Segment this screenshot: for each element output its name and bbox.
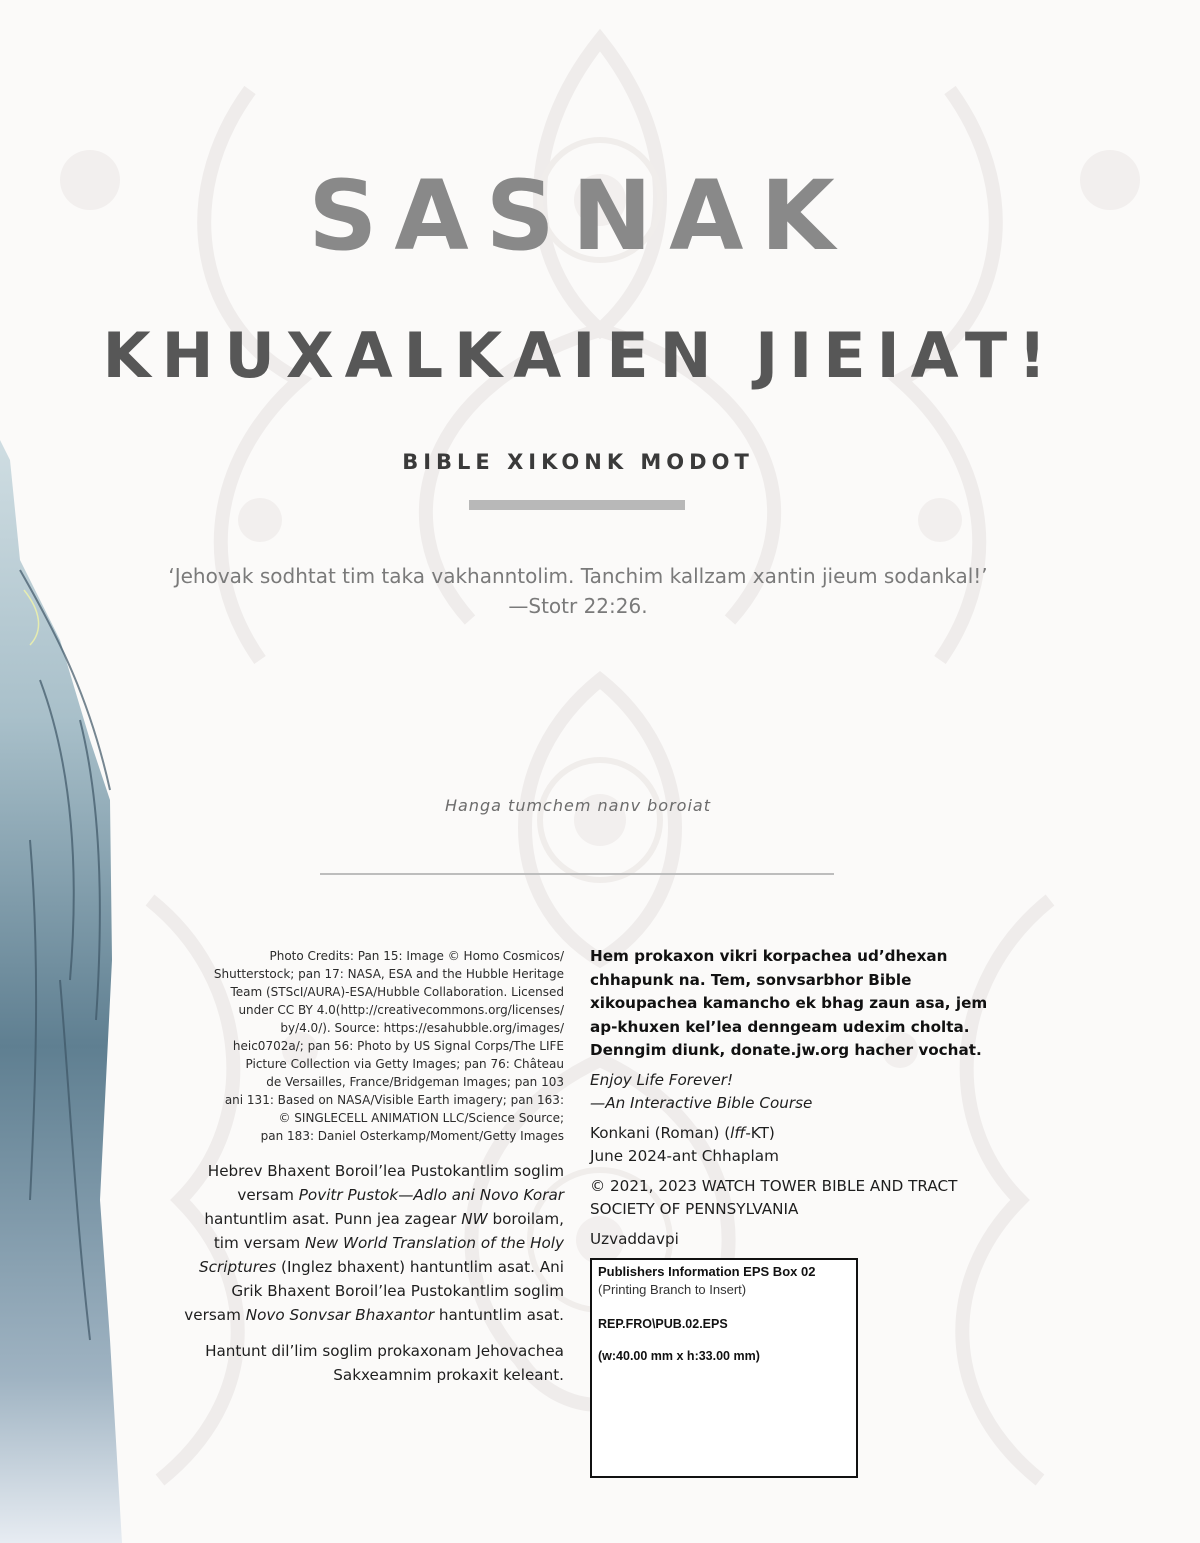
- english-title: [590, 1069, 990, 1116]
- cover-subtitle: BIBLE XIKONK MODOT: [402, 450, 754, 474]
- language-code-italic: lff: [730, 1123, 746, 1142]
- quote-reference: —Stotr 22:26.: [508, 594, 648, 618]
- scripture-translation-note: [180, 1159, 564, 1327]
- language-code: Konkani (Roman) (: [590, 1123, 731, 1142]
- note-text: hantuntlim asat.: [434, 1306, 564, 1324]
- english-title-line-1: Enjoy Life Forever!: [590, 1070, 734, 1089]
- left-column: [180, 947, 564, 1387]
- language-and-date: [590, 1122, 990, 1169]
- cover-title-line-1: SASNAK: [308, 160, 852, 272]
- copyright: [590, 1175, 990, 1222]
- print-date: June 2024-ant Chhaplam: [590, 1147, 779, 1165]
- photo-credit-line: © SINGLECELL ANIMATION LLC/Science Source;: [278, 1111, 564, 1125]
- photo-credit-line: ani 131: Based on NASA/Visible Earth imagery; pan 163:: [224, 1093, 564, 1107]
- note-title-italic: New World Translation of the Holy Scriptures: [199, 1234, 564, 1276]
- photo-credit-line: Photo Credits: Pan 15: Image © Homo Cosmicos/: [269, 949, 564, 963]
- photo-credit-line: under CC BY 4.0(http://creativecommons.org/licenses/: [238, 1003, 564, 1017]
- photo-credit-line: Team (STScI/AURA)-ESA/Hubble Collaboration. Licensed: [230, 985, 564, 999]
- note-abbrev-italic: NW: [461, 1210, 488, 1228]
- publisher-info-placeholder-box: [590, 1258, 858, 1478]
- eps-box-subtitle: (Printing Branch to Insert): [598, 1282, 747, 1297]
- eps-box-filename: REP.FRO\PUB.02.EPS: [598, 1317, 728, 1331]
- cover-title-line-2: KHUXALKAIEN JIEIAT!: [102, 319, 1058, 392]
- eps-box-dimensions: (w:40.00 mm x h:33.00 mm): [598, 1349, 760, 1363]
- photo-credit-line: de Versailles, France/Bridgeman Images; pan 103: [266, 1075, 564, 1089]
- publisher-note: Hantunt dil’lim soglim prokaxonam Jehovachea Sakxeamnim prokaxit keleant.: [205, 1342, 564, 1384]
- language-code-end: -KT): [745, 1123, 775, 1142]
- english-title-line-2: —An Interactive Bible Course: [590, 1094, 813, 1112]
- note-text: (Inglez bhaxent) hantuntlim asat. Ani Grik Bhaxent Boroil’lea Pustokantlim soglim versam: [184, 1258, 564, 1324]
- title-underline-rule: [469, 500, 685, 510]
- name-entry-line: [320, 873, 834, 875]
- note-text: Hebrev Bhaxent Boroil’lea Pustokantlim soglim versam: [207, 1162, 564, 1204]
- photo-credit-line: pan 183: Daniel Osterkamp/Moment/Getty Images: [260, 1129, 564, 1143]
- photo-credit-line: Picture Collection via Getty Images; pan 76: Château: [245, 1057, 564, 1071]
- scripture-quote: [100, 561, 1056, 621]
- note-title-italic: Povitr Pustok—Adlo ani Novo Korar: [298, 1186, 564, 1204]
- copyright-line-1: © 2021, 2023 WATCH TOWER BIBLE AND TRACT: [590, 1176, 958, 1195]
- note-text: boroilam, tim versam: [213, 1210, 564, 1252]
- copyright-line-2: SOCIETY OF PENNSYLVANIA: [590, 1200, 799, 1218]
- photo-credit-line: heic0702a/; pan 56: Photo by US Signal Corps/The LIFE: [232, 1039, 564, 1053]
- quote-text: ‘Jehovak sodhtat tim taka vakhanntolim. Tanchim kallzam xantin jieum sodankal!’: [168, 564, 988, 588]
- photo-credit-line: by/4.0/). Source: https://esahubble.org/images/: [280, 1021, 564, 1035]
- photo-credit-line: Shutterstock; pan 17: NASA, ESA and the Hubble Heritage: [213, 967, 564, 981]
- note-title-italic: Novo Sonvsar Bhaxantor: [245, 1306, 435, 1324]
- right-column: [590, 945, 990, 1251]
- name-entry-caption: Hanga tumchem nanv boroiat: [445, 796, 711, 815]
- eps-box-title: Publishers Information EPS Box 02: [598, 1264, 816, 1279]
- photo-credits: [180, 947, 564, 1145]
- donation-note: Hem prokaxon vikri korpachea ud’dhexan chhapunk na. Tem, sonvsarbhor Bible xikoupachea kamancho ek bhag zaun asa, jem ap-khuxen kel’lea denngeam udexim cholta. Denngim diunk, donate.jw.org hacher vochat.: [590, 947, 988, 1059]
- note-text: hantuntlim asat. Punn jea zagear: [204, 1210, 462, 1228]
- publisher-label: Uzvaddavpi: [590, 1229, 679, 1248]
